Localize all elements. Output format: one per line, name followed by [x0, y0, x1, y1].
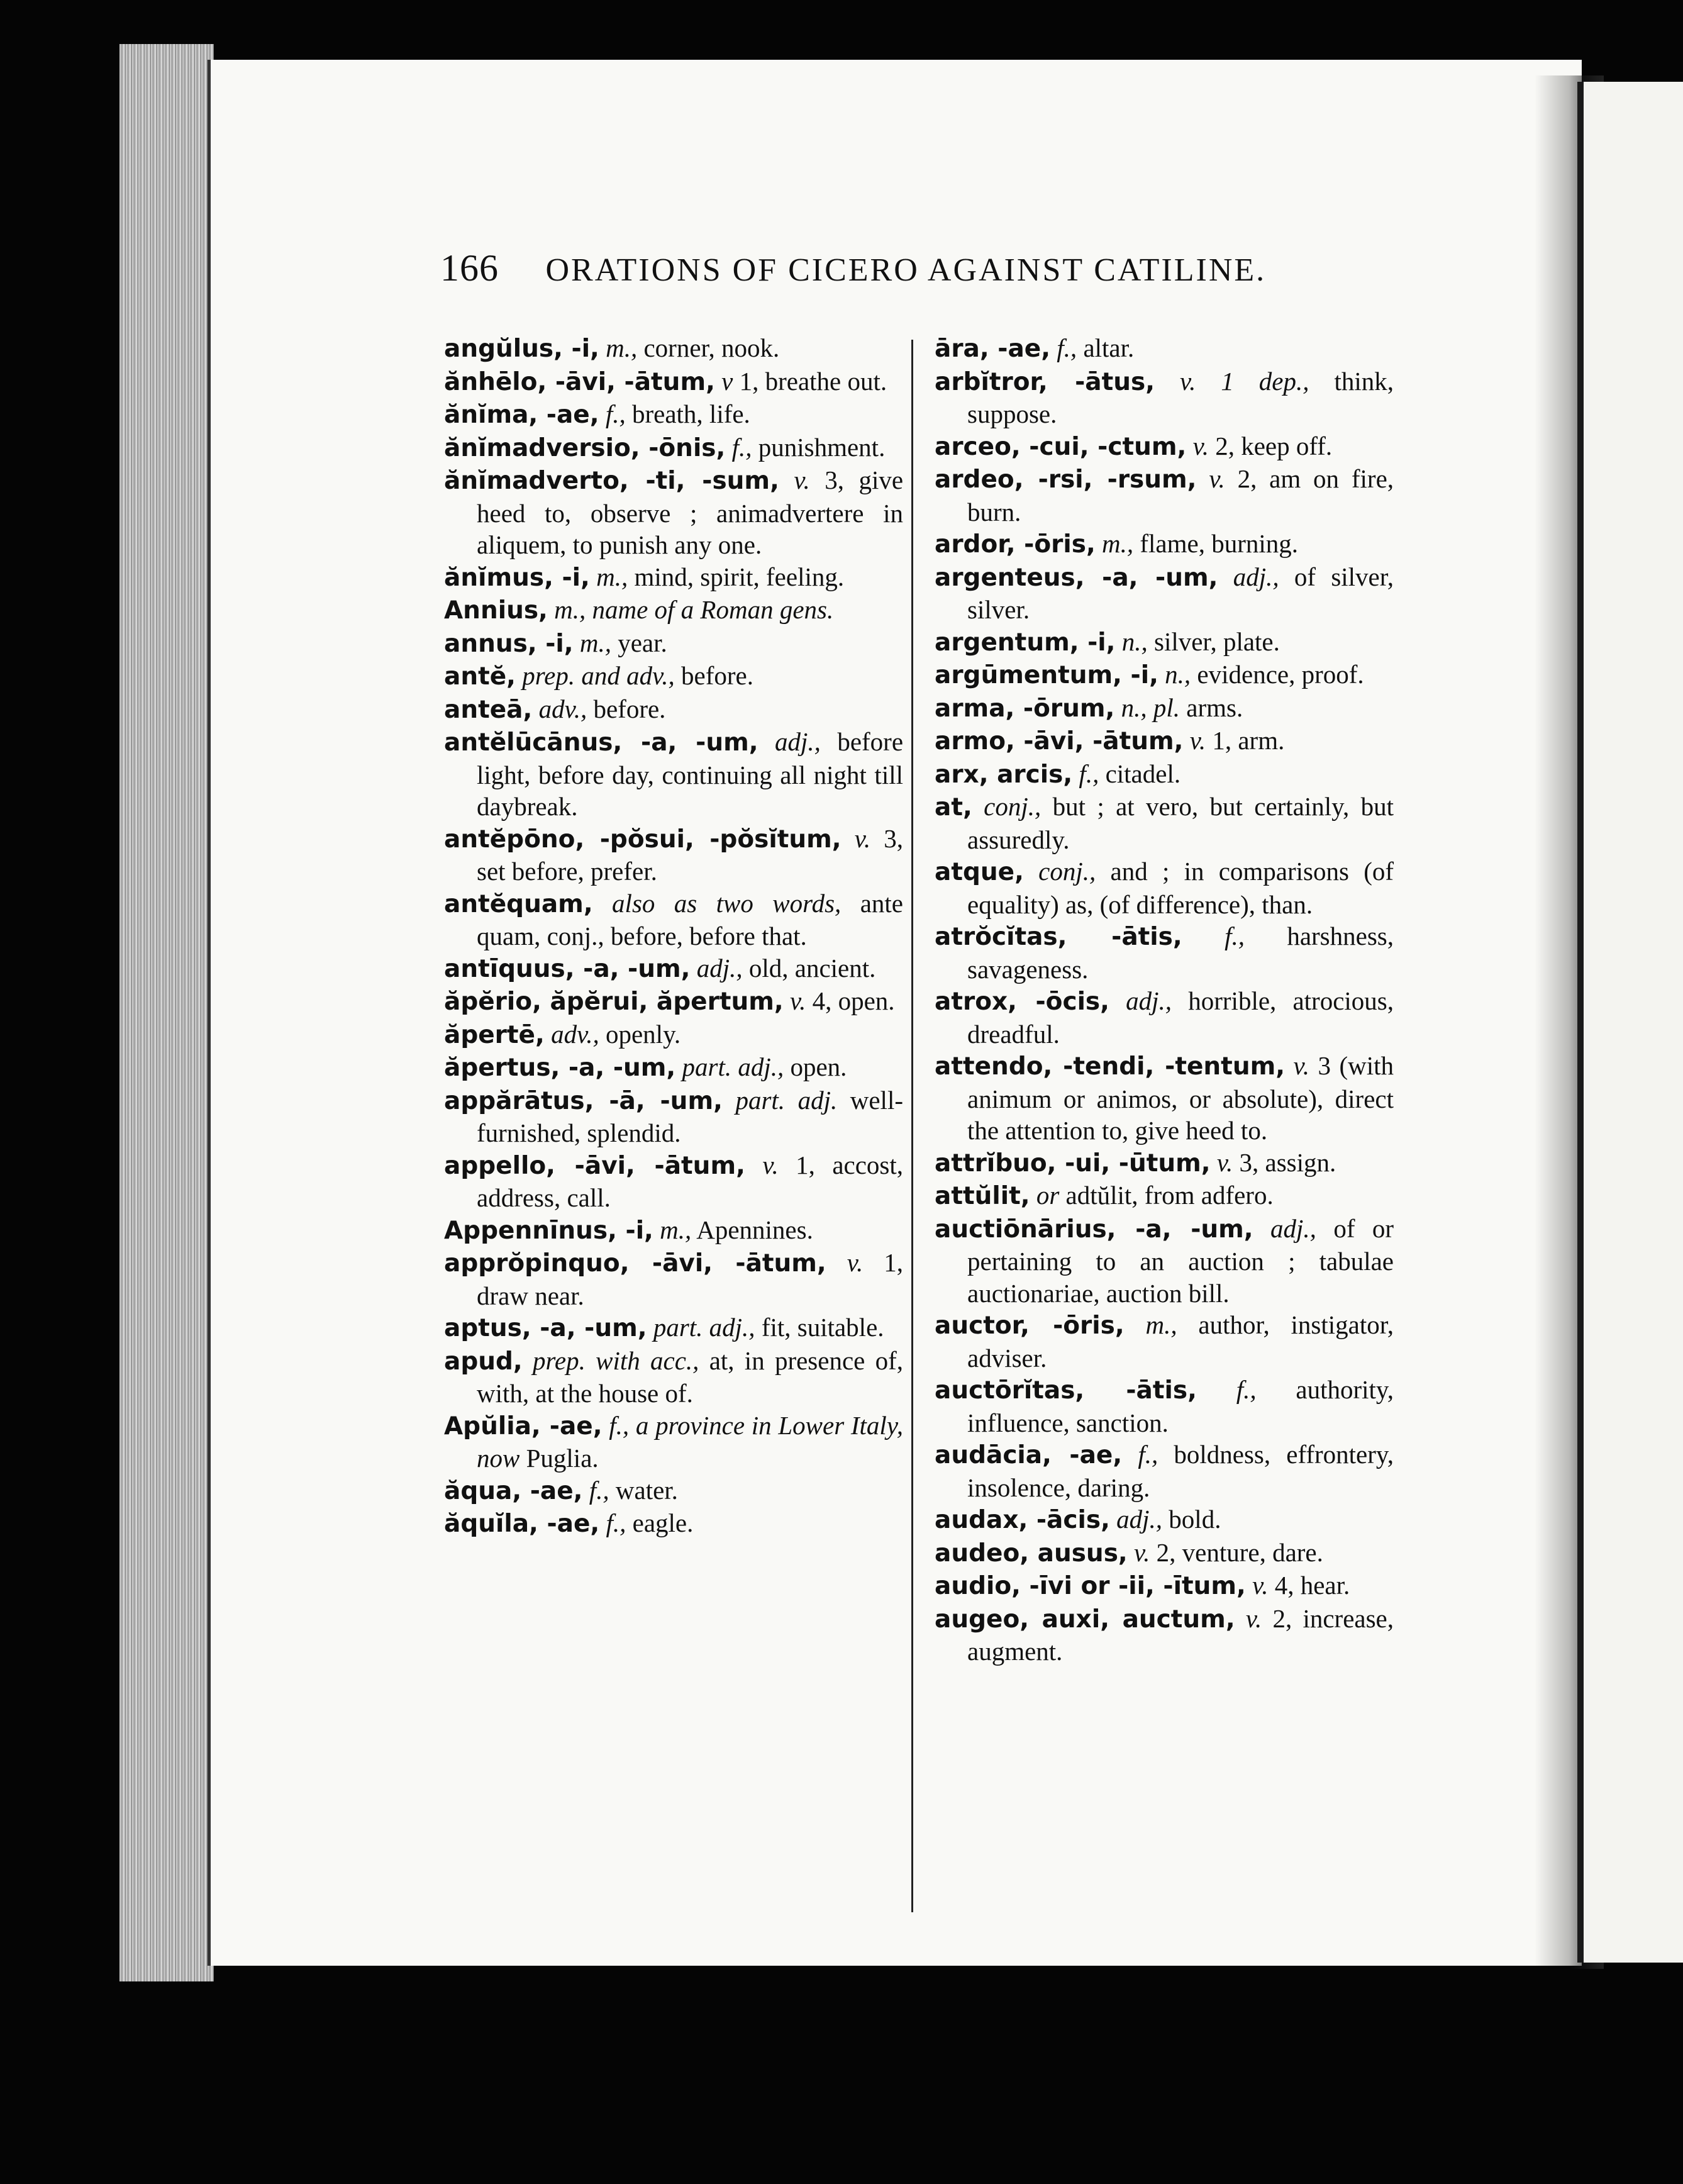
entry-headword: ănĭmus, -i,	[444, 563, 590, 592]
entry-headword: ăpertē,	[444, 1020, 545, 1049]
entry-definition: before light, before day, continuing all night till daybreak.	[477, 727, 904, 821]
entry-grammar: adv.,	[538, 694, 587, 723]
glossary-entry	[444, 561, 903, 594]
entry-grammar: f.,	[589, 1475, 609, 1505]
entry-headword: appello, -āvi, -ātum,	[444, 1151, 745, 1180]
entry-headword: arceo, -cui, -ctum,	[935, 432, 1187, 461]
entry-headword: argenteus, -a, -um,	[935, 563, 1218, 592]
entry-headword: argentum, -i,	[935, 628, 1116, 657]
entry-grammar: f.,	[1225, 922, 1245, 950]
entry-definition: 1, draw near.	[477, 1248, 903, 1310]
entry-definition: arms.	[1186, 693, 1243, 722]
entry-definition: mind, spirit, feeling.	[634, 562, 845, 591]
glossary-entry	[444, 1149, 903, 1214]
entry-definition: fit, suitable.	[761, 1313, 884, 1342]
entry-headword: antĕ,	[444, 662, 516, 691]
running-title: ORATIONS OF CICERO AGAINST CATILINE.	[545, 252, 1267, 288]
glossary-entry	[444, 1084, 903, 1149]
glossary-entry	[935, 920, 1394, 985]
entry-definition: citadel.	[1105, 759, 1181, 788]
entry-headword: argūmentum, -i,	[935, 661, 1158, 689]
entry-headword: auctōrĭtas, -ātis,	[935, 1376, 1197, 1405]
glossary-entry	[935, 561, 1394, 626]
glossary-entry	[444, 1345, 903, 1410]
entry-grammar: v.	[1189, 726, 1206, 755]
entry-definition: silver, plate.	[1154, 627, 1280, 656]
entry-grammar: prep. with acc.,	[533, 1346, 699, 1375]
entry-definition: Puglia.	[526, 1444, 599, 1473]
entry-headword: attrĭbuo, -ui, -ūtum,	[935, 1149, 1211, 1178]
entry-definition: harshness, savageness.	[967, 922, 1394, 984]
entry-definition: but ; at vero, but certainly, but assuredly.	[967, 792, 1394, 854]
glossary-entry	[444, 594, 903, 627]
glossary-entry	[935, 365, 1394, 430]
entry-grammar: v	[721, 366, 733, 396]
entry-grammar: part. adj.,	[682, 1052, 784, 1081]
entry-definition: well-furnished, splendid.	[477, 1085, 903, 1147]
page-number: 166	[440, 247, 499, 289]
glossary-entry	[935, 725, 1394, 758]
entry-headword: ăqua, -ae,	[444, 1476, 583, 1505]
entry-headword: augeo, auxi, auctum,	[935, 1605, 1235, 1634]
glossary-entry	[935, 1503, 1394, 1537]
glossary-entry	[935, 985, 1394, 1050]
entry-definition: evidence, proof.	[1197, 660, 1364, 689]
entry-headword: at,	[935, 793, 972, 822]
glossary-entry	[935, 1179, 1394, 1213]
entry-headword: atque,	[935, 858, 1024, 886]
entry-grammar: v.	[1293, 1051, 1309, 1080]
entry-definition: adtŭlit, from adfero.	[1065, 1181, 1274, 1210]
entry-grammar: v.	[1133, 1537, 1150, 1567]
entry-definition: think, suppose.	[967, 366, 1394, 428]
glossary-entry	[444, 332, 903, 365]
entry-grammar: v.	[1252, 1571, 1269, 1600]
entry-headword: Appennīnus, -i,	[444, 1216, 653, 1245]
entry-definition: 1, arm.	[1212, 726, 1285, 755]
entry-definition: 3, assign.	[1239, 1147, 1336, 1177]
entry-definition: 3 (with animum or animos, or absolute), direct the attention to, give heed to.	[967, 1051, 1394, 1145]
entry-definition: open.	[790, 1052, 847, 1081]
entry-grammar: n.,	[1165, 660, 1191, 689]
entry-grammar: adj.,	[696, 953, 743, 983]
glossary-entry	[935, 659, 1394, 692]
entry-definition: 1, breathe out.	[739, 366, 887, 396]
entry-definition: 4, open.	[812, 986, 895, 1015]
entry-headword: antĕquam,	[444, 889, 593, 918]
entry-headword: arx, arcis,	[935, 760, 1073, 789]
entry-headword: ăquĭla, -ae,	[444, 1510, 600, 1538]
entry-grammar: adj.,	[1233, 562, 1279, 591]
glossary-entry	[935, 1569, 1394, 1603]
entry-definition: 4, hear.	[1274, 1571, 1350, 1600]
glossary-entry	[935, 332, 1394, 365]
entry-headword: ănhēlo, -āvi, -ātum,	[444, 367, 715, 396]
glossary-entry	[935, 855, 1394, 920]
entry-grammar: m.,	[660, 1215, 692, 1244]
entry-headword: annus, -i,	[444, 629, 574, 658]
glossary-entry	[444, 1214, 903, 1247]
glossary-entry	[444, 1410, 903, 1474]
entry-grammar: f.,	[1057, 333, 1077, 362]
entry-grammar: v.	[789, 986, 806, 1015]
entry-definition: eagle.	[632, 1508, 694, 1537]
glossary-entry	[935, 1537, 1394, 1570]
glossary-entry	[444, 365, 903, 399]
entry-grammar: adj.,	[1126, 986, 1172, 1015]
entry-headword: armo, -āvi, -ātum,	[935, 727, 1184, 755]
entry-headword: ăpertus, -a, -um,	[444, 1054, 676, 1082]
entry-definition: of or pertaining to an auction ; tabulae auctionariae, auction bill.	[967, 1213, 1394, 1308]
entry-grammar: part. adj.	[735, 1085, 838, 1115]
entry-headword: ăpĕrio, ăpĕrui, ăpertum,	[444, 988, 784, 1016]
entry-grammar: m.,	[579, 628, 611, 657]
entry-headword: antīquus, -a, -um,	[444, 954, 691, 983]
entry-headword: arbĭtror, -ātus,	[935, 367, 1155, 396]
entry-headword: ardor, -ōris,	[935, 530, 1096, 559]
entry-definition: 1, accost, address, call.	[477, 1150, 904, 1212]
glossary-entry	[444, 1247, 903, 1312]
entry-definition: before.	[681, 661, 753, 690]
entry-grammar: m.,	[1102, 529, 1134, 558]
glossary-entry	[444, 1051, 903, 1084]
entry-definition: year.	[618, 628, 667, 657]
column-divider	[911, 340, 913, 1912]
entry-headword: appărātus, -ā, -um,	[444, 1086, 723, 1115]
glossary-entry	[444, 726, 903, 823]
entry-grammar: conj.,	[984, 792, 1041, 821]
glossary-entry	[935, 1213, 1394, 1310]
entry-definition: Apennines.	[696, 1215, 813, 1244]
glossary-entry	[444, 660, 903, 693]
entry-definition: 3, give heed to, observe ; animadvertere in aliquem, to punish any one.	[477, 465, 904, 559]
glossary-entry	[935, 463, 1394, 528]
glossary-entry	[935, 1439, 1394, 1503]
glossary-entry	[444, 398, 903, 432]
entry-grammar: n.,	[1121, 627, 1148, 656]
entry-grammar: v. 1 dep.,	[1180, 366, 1309, 396]
entry-definition: boldness, effrontery, insolence, daring.	[967, 1440, 1394, 1502]
glossary-entry	[444, 627, 903, 660]
entry-grammar: f.,	[606, 1508, 626, 1537]
glossary-entry	[935, 430, 1394, 464]
glossary-entry	[935, 1374, 1394, 1439]
glossary-entry	[935, 1050, 1394, 1147]
entry-definition: corner, nook.	[643, 333, 780, 362]
entry-headword: audācia, -ae,	[935, 1441, 1123, 1469]
entry-headword: auctiōnārius, -a, -um,	[935, 1215, 1253, 1244]
entry-headword: aptus, -a, -um,	[444, 1314, 647, 1342]
entry-grammar: v.	[1216, 1147, 1233, 1177]
entry-definition: water.	[615, 1475, 678, 1505]
entry-grammar: adj.,	[1116, 1505, 1163, 1534]
entry-headword: apprŏpinquo, -āvi, -ātum,	[444, 1249, 826, 1278]
entry-headword: atrox, -ōcis,	[935, 988, 1109, 1016]
entry-headword: Annius,	[444, 596, 548, 625]
entry-grammar: part. adj.,	[653, 1313, 755, 1342]
entry-grammar: v.	[1245, 1603, 1262, 1633]
entry-grammar: v.	[1209, 464, 1225, 493]
entry-definition: 2, keep off.	[1215, 431, 1333, 460]
entry-grammar: f.,	[731, 432, 752, 462]
glossary-entry	[444, 985, 903, 1018]
entry-definition: before.	[593, 694, 666, 723]
entry-grammar: f.,	[1138, 1440, 1158, 1469]
glossary-entry	[935, 528, 1394, 561]
entry-definition: 2, am on fire, burn.	[967, 464, 1394, 526]
entry-headword: attendo, -tendi, -tentum,	[935, 1052, 1286, 1081]
entry-grammar: adj.,	[1270, 1213, 1316, 1243]
entry-definition: author, instigator, adviser.	[967, 1310, 1394, 1373]
entry-definition: bold.	[1169, 1505, 1221, 1534]
entry-headword: antĕpōno, -pŏsui, -pŏsĭtum,	[444, 825, 842, 854]
entry-headword: audeo, ausus,	[935, 1539, 1128, 1568]
entry-headword: Apŭlia, -ae,	[444, 1412, 603, 1440]
entry-grammar: v.	[762, 1150, 779, 1179]
entry-grammar: f.,	[1079, 759, 1099, 788]
entry-headword: ănĭmadverto, -ti, -sum,	[444, 467, 779, 495]
glossary-entry	[935, 1603, 1394, 1668]
glossary-entry	[935, 1147, 1394, 1180]
entry-grammar: f.,	[1236, 1375, 1257, 1404]
entry-grammar: adv.,	[551, 1019, 599, 1049]
entry-definition: breath, life.	[631, 399, 750, 428]
glossary-entry	[935, 626, 1394, 659]
entry-headword: ardeo, -rsi, -rsum,	[935, 465, 1197, 494]
entry-grammar: v.	[847, 1248, 864, 1277]
facing-page-edge	[1577, 82, 1683, 1963]
entry-definition: 2, venture, dare.	[1156, 1537, 1323, 1567]
glossary-entry	[444, 823, 903, 888]
entry-grammar: v.	[1192, 431, 1209, 460]
entry-grammar: f.,	[605, 399, 626, 428]
glossary-entry	[444, 1507, 903, 1540]
entry-definition: flame, burning.	[1140, 529, 1299, 558]
entry-headword: ănĭmadversio, -ōnis,	[444, 433, 726, 462]
entry-grammar: m.,	[1145, 1310, 1177, 1339]
entry-headword: auctor, -ōris,	[935, 1312, 1125, 1340]
entry-grammar: prep. and adv.,	[522, 661, 675, 690]
entry-headword: apud,	[444, 1347, 523, 1376]
entry-definition: of silver, silver.	[967, 562, 1394, 624]
entry-definition: and ; in comparisons (of equality) as, (of difference), than.	[967, 857, 1394, 919]
glossary-entry	[444, 1018, 903, 1052]
entry-grammar: n., pl.	[1121, 693, 1180, 722]
entry-grammar: m.,	[606, 333, 638, 362]
entry-definition: authority, influence, sanction.	[967, 1375, 1394, 1437]
glossary-entry	[444, 432, 903, 465]
entry-headword: audio, -īvi or -ii, -ītum,	[935, 1572, 1246, 1600]
entry-grammar: v.	[794, 465, 810, 494]
glossary-entry	[935, 758, 1394, 791]
entry-headword: anteā,	[444, 695, 533, 724]
entry-headword: angŭlus, -i,	[444, 335, 599, 363]
entry-grammar: adj.,	[774, 727, 821, 756]
entry-headword: attŭlit,	[935, 1182, 1030, 1210]
entry-definition: 3, set before, prefer.	[477, 823, 904, 886]
entry-headword: āra, -ae,	[935, 335, 1051, 363]
entry-definition: altar.	[1083, 333, 1135, 362]
running-header	[440, 247, 1396, 291]
glossary-entry	[444, 1312, 903, 1345]
glossary-column-left	[444, 332, 903, 1540]
glossary-entry	[935, 1309, 1394, 1374]
entry-definition: openly.	[605, 1019, 681, 1049]
entry-grammar: also as two words,	[612, 888, 842, 918]
entry-grammar: v.	[854, 823, 871, 853]
entry-definition: horrible, atrocious, dreadful.	[967, 986, 1394, 1049]
entry-headword: atrŏcĭtas, -ātis,	[935, 923, 1182, 951]
glossary-entry	[444, 888, 903, 952]
entry-headword: ănĭma, -ae,	[444, 401, 599, 429]
entry-definition: at, in presence of, with, at the house of.	[477, 1346, 904, 1408]
glossary-entry	[935, 692, 1394, 725]
entry-definition: old, ancient.	[748, 953, 876, 983]
glossary-entry	[444, 693, 903, 727]
entry-headword: audax, -ācis,	[935, 1506, 1110, 1534]
entry-grammar: or	[1036, 1181, 1060, 1210]
book-page-edges	[119, 44, 214, 1981]
glossary-entry	[444, 1474, 903, 1508]
glossary-entry	[444, 952, 903, 986]
entry-definition: ante quam, conj., before, before that.	[477, 888, 903, 950]
entry-grammar: m., name of a Roman gens.	[554, 595, 834, 624]
entry-definition: 2, increase, augment.	[967, 1603, 1394, 1666]
glossary-entry	[444, 464, 903, 561]
entry-grammar: m.,	[596, 562, 628, 591]
glossary-column-right	[935, 332, 1394, 1668]
entry-definition: punishment.	[758, 432, 886, 462]
entry-headword: antĕlūcānus, -a, -um,	[444, 728, 758, 757]
entry-headword: arma, -ōrum,	[935, 694, 1115, 723]
entry-grammar: conj.,	[1038, 857, 1096, 886]
entry-grammar: f., a province in Lower Italy, now	[477, 1410, 903, 1473]
glossary-entry	[935, 791, 1394, 855]
